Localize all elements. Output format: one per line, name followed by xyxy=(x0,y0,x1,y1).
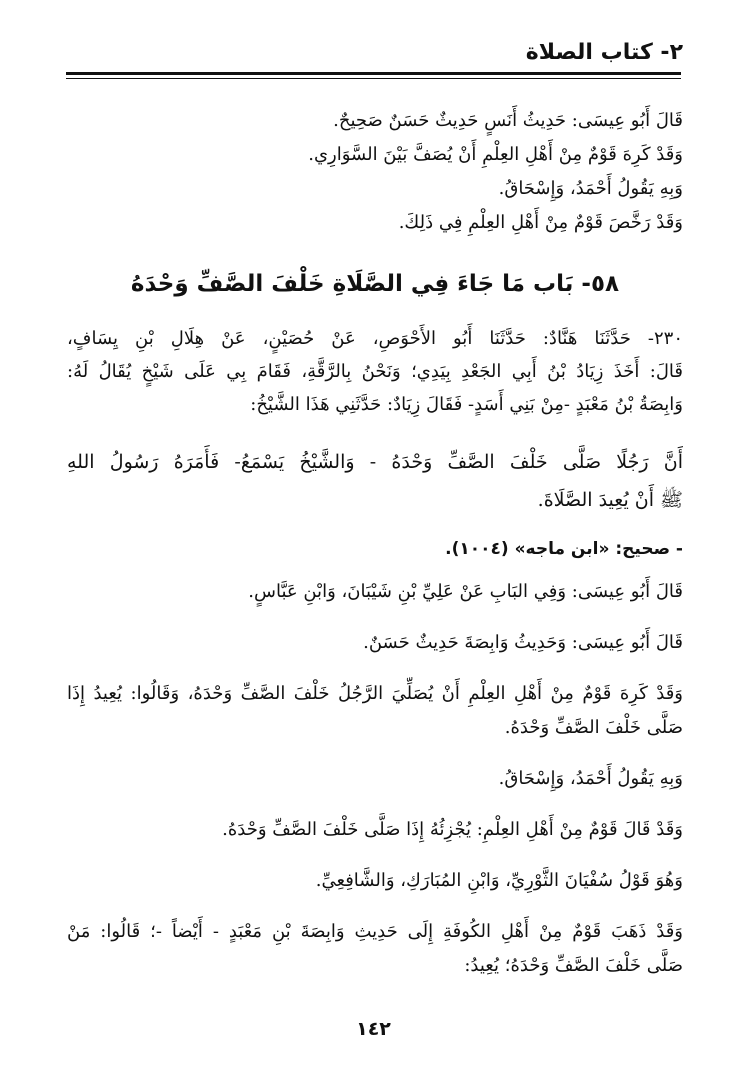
hadith-matn xyxy=(67,443,683,519)
paragraph-line: وَقَدْ كَرِهَ قَوْمٌ مِنْ أَهْلِ العِلْمِ أَنْ يُصَفَّ بَيْنَ السَّوَارِي. xyxy=(308,144,683,165)
paragraph-line: قَالَ أَبُو عِيسَى: وَفِي البَابِ عَنْ عَلِيِّ بْنِ شَيْبَانَ، وَابْنِ عَبَّاسٍ. xyxy=(248,581,683,602)
isnad-line: ٢٣٠- حَدَّثَنَا هَنَّادٌ: حَدَّثَنَا أَبُو الأَحْوَصِ، عَنْ حُصَيْنٍ، عَنْ هِلَالِ بْنِ يِسَافٍ، xyxy=(67,328,683,349)
paragraph xyxy=(67,677,683,745)
paragraph-line: صَلَّى خَلْفَ الصَّفِّ وَحْدَهُ؛ يُعِيدُ: xyxy=(464,955,683,976)
isnad-line: قَالَ: أَخَذَ زِيَادُ بْنُ أَبِي الجَعْدِ بِيَدِي؛ وَنَحْنُ بِالرَّقَّةِ، فَقَامَ بِي عَلَى شَيْخٍ يُقَالُ لَهُ: xyxy=(67,361,683,382)
paragraph xyxy=(67,813,683,847)
header-rule-thick xyxy=(66,72,681,75)
paragraph xyxy=(67,575,683,609)
page-number: ١٤٢ xyxy=(356,1018,391,1040)
paragraph-line: وَقَدْ رَخَّصَ قَوْمٌ مِنْ أَهْلِ العِلْمِ فِي ذَلِكَ. xyxy=(398,212,683,233)
hadith-grading: - صحيح: «ابن ماجه» (١٠٠٤). xyxy=(445,539,683,559)
page-body xyxy=(67,104,683,1000)
matn-line: أَنَّ رَجُلًا صَلَّى خَلْفَ الصَّفِّ وَحْدَهُ - وَالشَّيْخُ يَسْمَعُ- فَأَمَرَهُ رَسُولُ اللهِ xyxy=(67,451,683,473)
paragraph-line: وَقَدْ كَرِهَ قَوْمٌ مِنْ أَهْلِ العِلْمِ أَنْ يُصَلِّيَ الرَّجُلُ خَلْفَ الصَّفِّ وَحْدَهُ، وَقَالُوا: يُعِيدُ إِذَا xyxy=(67,683,683,704)
paragraph-line: وَقَدْ ذَهَبَ قَوْمٌ مِنْ أَهْلِ الكُوفَةِ إِلَى حَدِيثِ وَابِصَةَ بْنِ مَعْبَدٍ - أَيْضاً -؛ قَالُوا: مَنْ xyxy=(67,921,683,942)
paragraph-line: وَقَدْ قَالَ قَوْمٌ مِنْ أَهْلِ العِلْمِ: يُجْزِئُهُ إِذَا صَلَّى خَلْفَ الصَّفِّ وَحْدَهُ. xyxy=(222,819,683,840)
paragraph-line: وَهُوَ قَوْلُ سُفْيَانَ الثَّوْرِيِّ، وَابْنِ المُبَارَكِ، وَالشَّافِعِيِّ. xyxy=(315,870,683,891)
paragraph-line: قَالَ أَبُو عِيسَى: حَدِيثُ أَنَسٍ حَدِيثٌ حَسَنٌ صَحِيحٌ. xyxy=(333,110,683,131)
running-title: ٢- كتاب الصلاة xyxy=(525,40,683,65)
chapter-heading: ٥٨- بَاب مَا جَاءَ فِي الصَّلَاةِ خَلْفَ الصَّفِّ وَحْدَهُ xyxy=(130,271,620,297)
hadith-isnad xyxy=(67,322,683,421)
bottom-paragraphs xyxy=(67,575,683,983)
paragraph xyxy=(67,762,683,796)
top-paragraphs xyxy=(67,104,683,240)
paragraph xyxy=(67,915,683,983)
isnad-line: وَابِصَةُ بْنُ مَعْبَدٍ -مِنْ بَنِي أَسَدٍ- فَقَالَ زِيَادٌ: حَدَّثَنِي هَذَا الشَّيْخُ: xyxy=(250,394,683,415)
header-rule-thin xyxy=(66,78,681,79)
paragraph-line: وَبِهِ يَقُولُ أَحْمَدُ، وَإِسْحَاقُ. xyxy=(498,768,683,789)
paragraph-line: صَلَّى خَلْفَ الصَّفِّ وَحْدَهُ. xyxy=(504,717,683,738)
matn-line: ﷺ أَنْ يُعِيدَ الصَّلَاةَ. xyxy=(537,489,683,511)
paragraph xyxy=(67,626,683,660)
paragraph-line: قَالَ أَبُو عِيسَى: وَحَدِيثُ وَابِصَةَ حَدِيثٌ حَسَنٌ. xyxy=(363,632,683,653)
paragraph-line: وَبِهِ يَقُولُ أَحْمَدُ، وَإِسْحَاقُ. xyxy=(498,178,683,199)
paragraph xyxy=(67,864,683,898)
